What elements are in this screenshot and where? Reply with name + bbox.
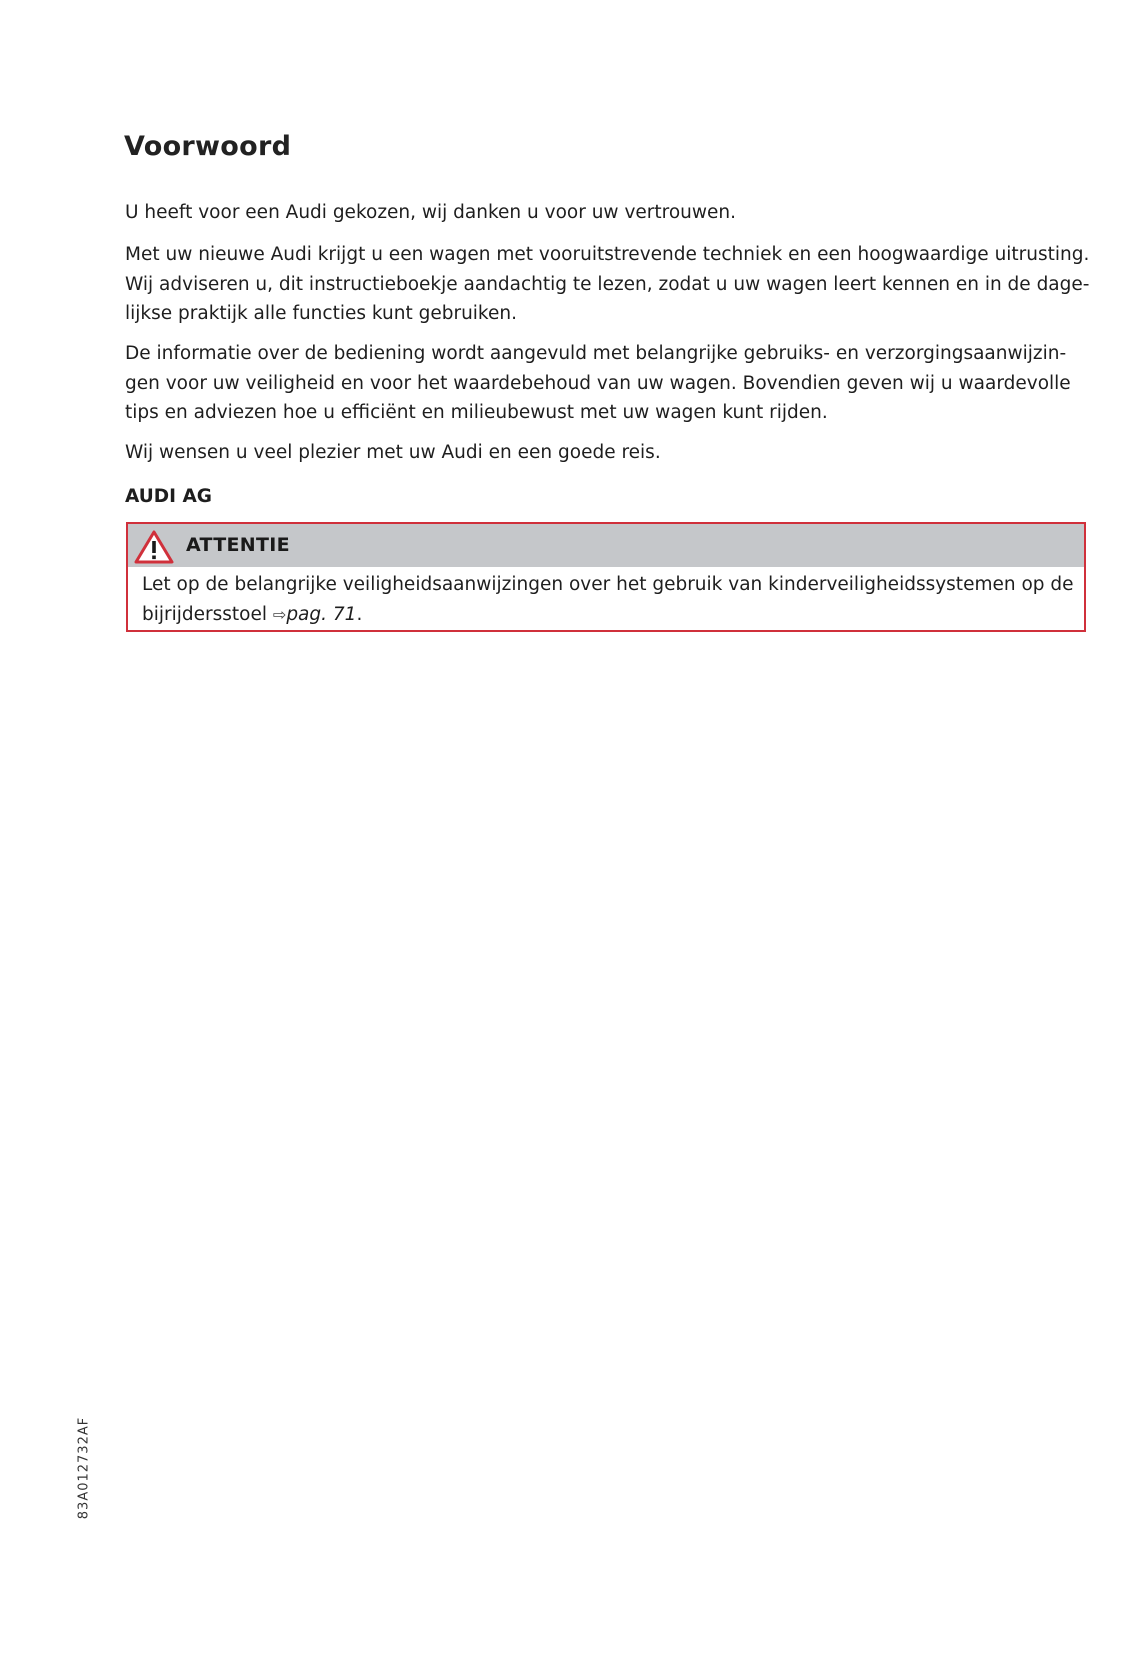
warning-line-prefix: bijrijdersstoel <box>142 603 268 625</box>
text-line: U heeft voor een Audi gekozen, wij danken u voor uw vertrouwen. <box>125 202 736 223</box>
text-line: lijkse praktijk alle functies kunt gebruiken. <box>125 303 517 324</box>
page-title: Voorwoord <box>124 131 292 162</box>
closing-paragraph <box>125 438 1085 468</box>
warning-line: Let op de belangrijke veiligheidsaanwijzingen over het gebruik van kinderveiligheidssystemen op de <box>142 574 1074 595</box>
text-line: Wij wensen u veel plezier met uw Audi en een goede reis. <box>125 442 661 463</box>
warning-line <box>142 600 1074 630</box>
warning-box <box>126 522 1086 632</box>
warning-triangle-icon <box>134 530 174 564</box>
reference-arrow-icon: ⇨ <box>272 604 287 624</box>
company-signature: AUDI AG <box>125 486 212 507</box>
text-line: Wij adviseren u, dit instructieboekje aandachtig te lezen, zodat u uw wagen leert kennen en in de dage- <box>125 273 1090 295</box>
warning-heading: ATTENTIE <box>186 534 290 556</box>
intro-paragraph <box>125 198 1085 228</box>
warning-line-suffix: . <box>356 603 363 625</box>
warning-header <box>128 524 1084 567</box>
document-code: 83A012732AF <box>76 1416 92 1520</box>
text-line: tips en adviezen hoe u efficiënt en milieubewust met uw wagen kunt rijden. <box>125 402 828 423</box>
text-line: Met uw nieuwe Audi krijgt u een wagen met vooruitstrevende techniek en een hoogwaardige uitrusting. <box>125 244 1090 265</box>
warning-text <box>142 570 1074 629</box>
text-line: De informatie over de bediening wordt aangevuld met belangrijke gebruiks- en verzorgingsaanwijzin- <box>125 343 1067 364</box>
information-paragraph <box>125 339 1085 428</box>
text-line: gen voor uw veiligheid en voor het waardebehoud van uw wagen. Bovendien geven wij u waardevolle <box>125 372 1071 394</box>
page-reference-link[interactable]: pag. 71 <box>286 603 357 625</box>
advice-paragraph <box>125 240 1090 329</box>
